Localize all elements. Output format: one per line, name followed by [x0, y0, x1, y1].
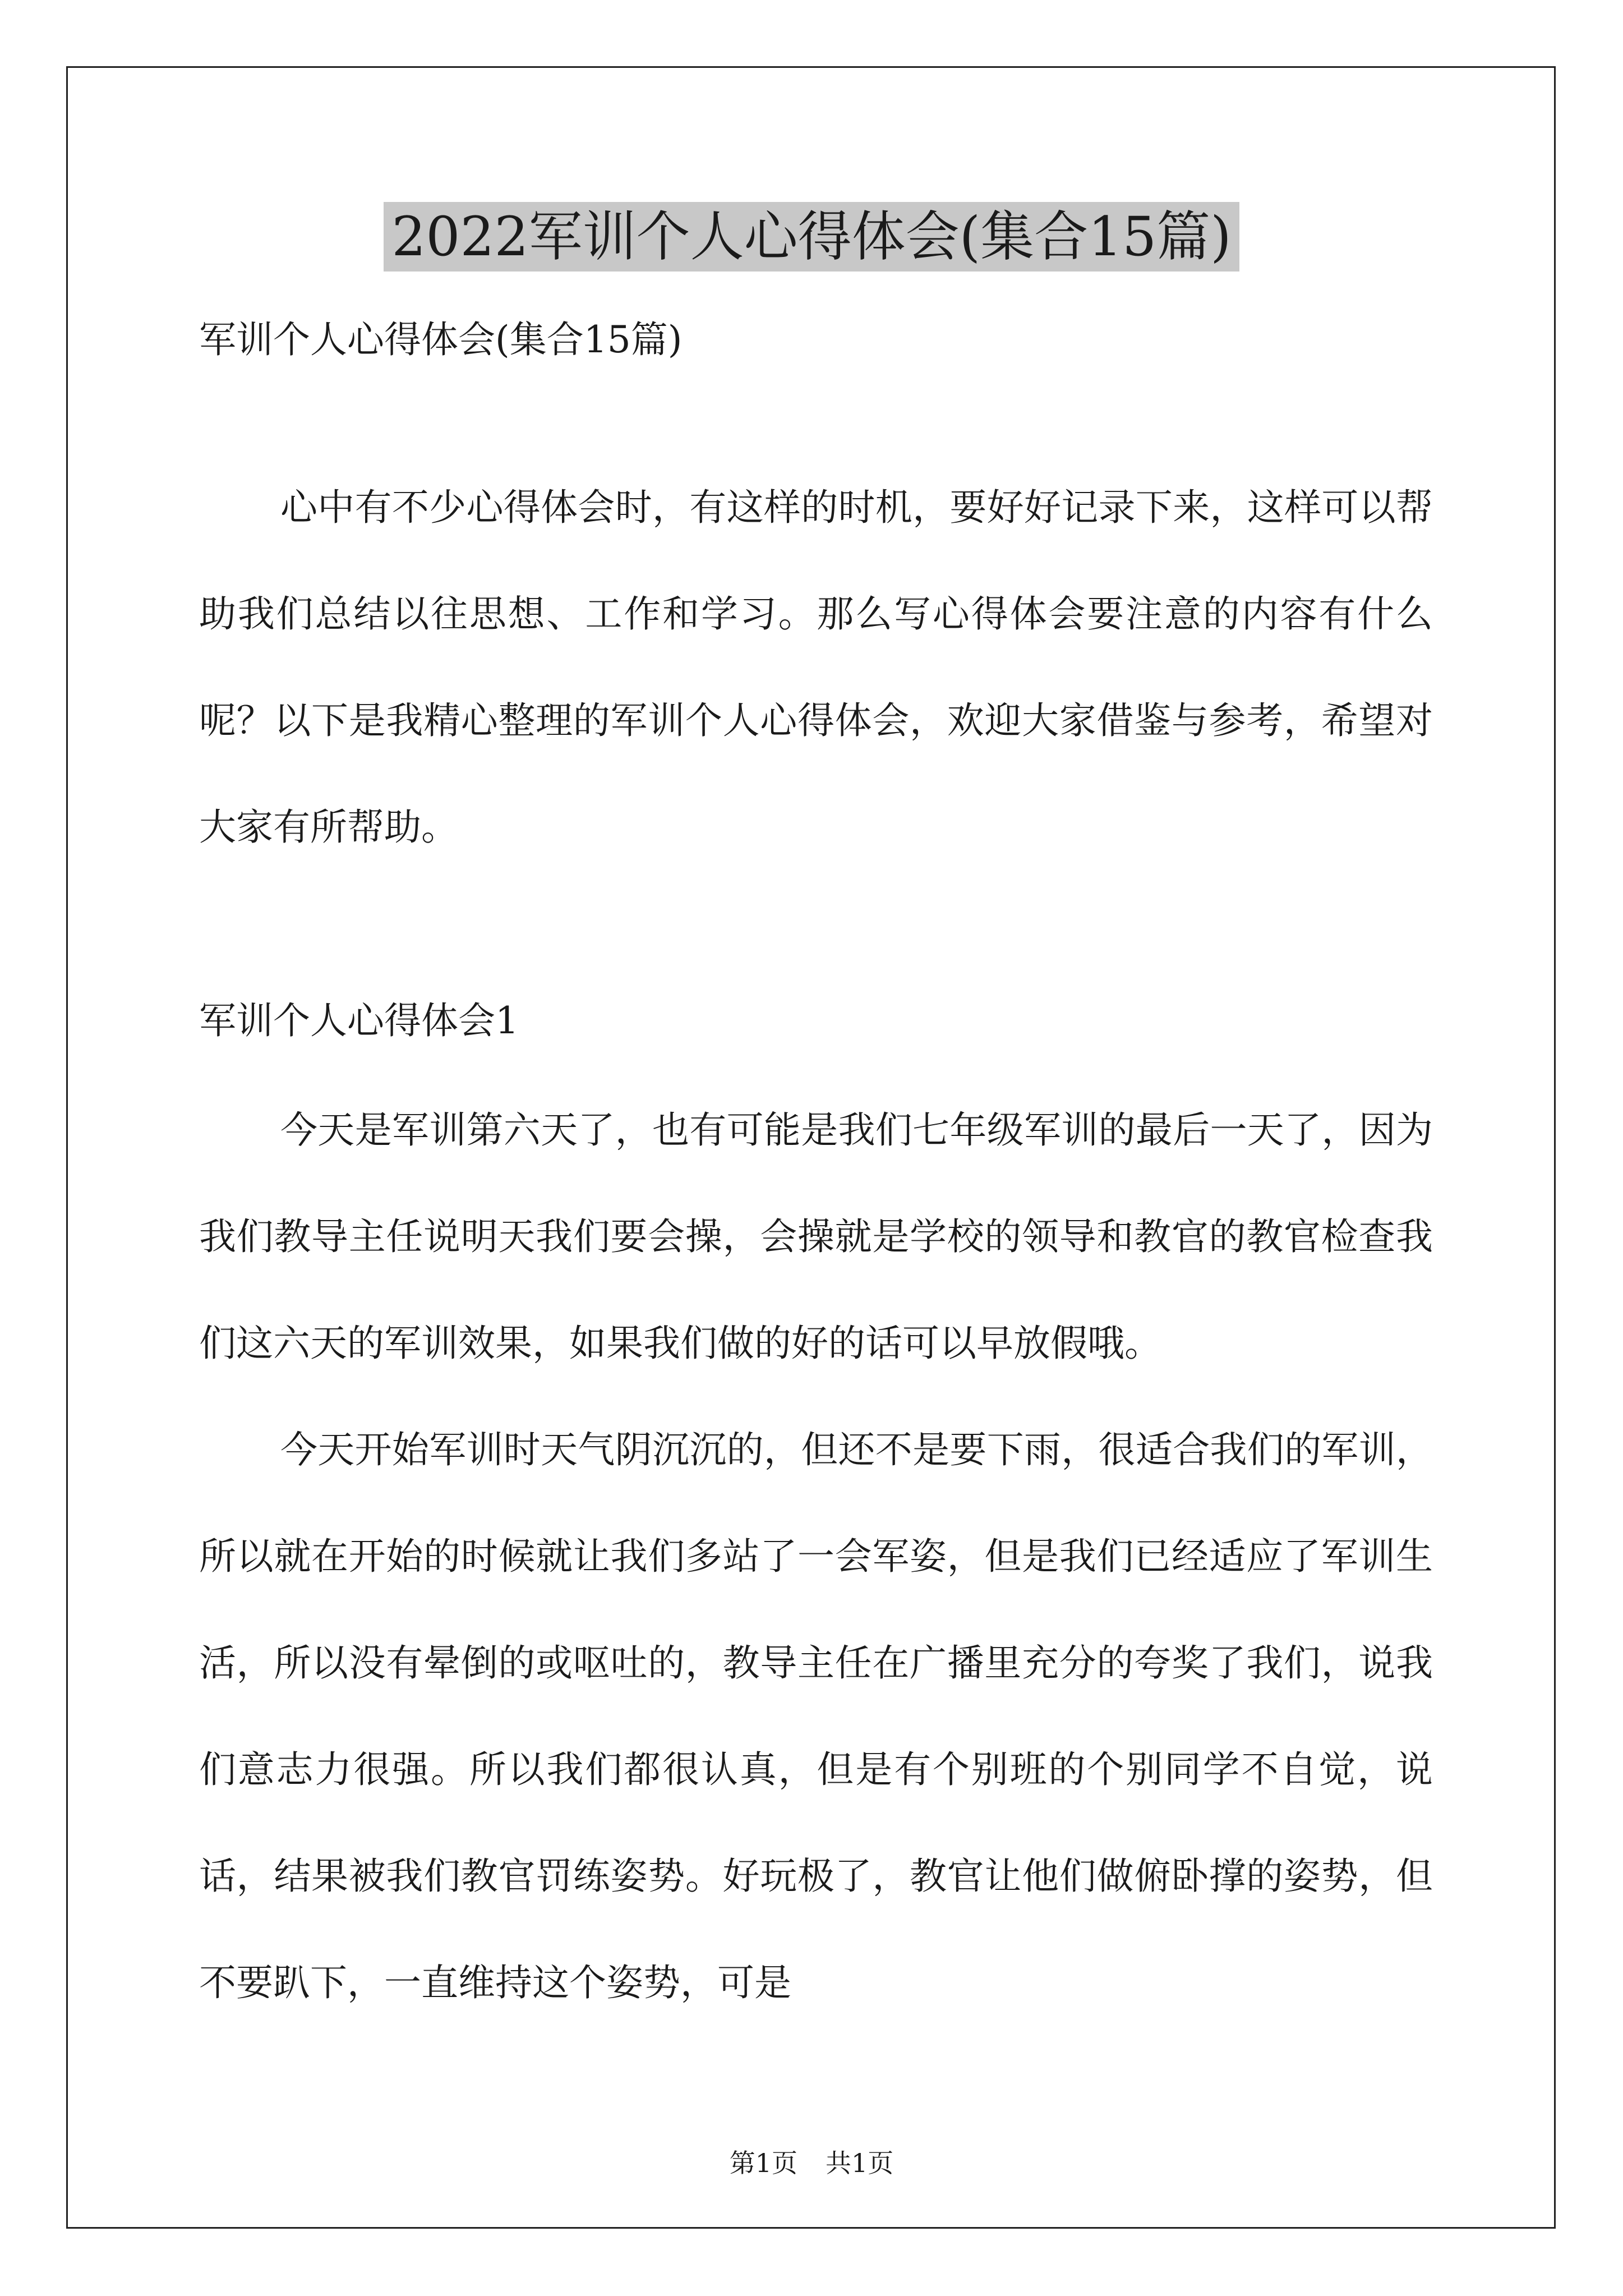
body-paragraph-1: 今天是军训第六天了，也有可能是我们七年级军训的最后一天了，因为我们教导主任说明天我们要会操，会操就是学校的领导和教官的教官检查我们这六天的军训效果，如果我们做的好的话可以早放假哦。: [199, 1108, 1433, 1365]
document-subtitle: 军训个人心得体会(集合15篇): [199, 318, 683, 361]
document-title-text: 2022军训个人心得体会(集合15篇): [384, 202, 1239, 272]
intro-paragraph: 心中有不少心得体会时，有这样的时机，要好好记录下来，这样可以帮助我们总结以往思想、工作和学习。那么写心得体会要注意的内容有什么呢？以下是我精心整理的军训个人心得体会，欢迎大家借鉴与参考，希望对大家有所帮助。: [199, 486, 1433, 849]
page-footer: [0, 2143, 1623, 2180]
document-title: [0, 197, 1623, 276]
page-number-total: 共1页: [826, 2148, 894, 2178]
page-number-current: 第1页: [729, 2148, 797, 2178]
body-paragraph-2: 今天开始军训时天气阴沉沉的，但还不是要下雨，很适合我们的军训，所以就在开始的时候就让我们多站了一会军姿，但是我们已经适应了军训生活，所以没有晕倒的或呕吐的，教导主任在广播里充分的夸奖了我们，说我们意志力很强。所以我们都很认真，但是有个别班的个别同学不自觉，说话，结果被我们教官罚练姿势。好玩极了，教官让他们做俯卧撑的姿势，但不要趴下，一直维持这个姿势，可是: [199, 1428, 1433, 2004]
section-heading: 军训个人心得体会1: [199, 999, 519, 1042]
